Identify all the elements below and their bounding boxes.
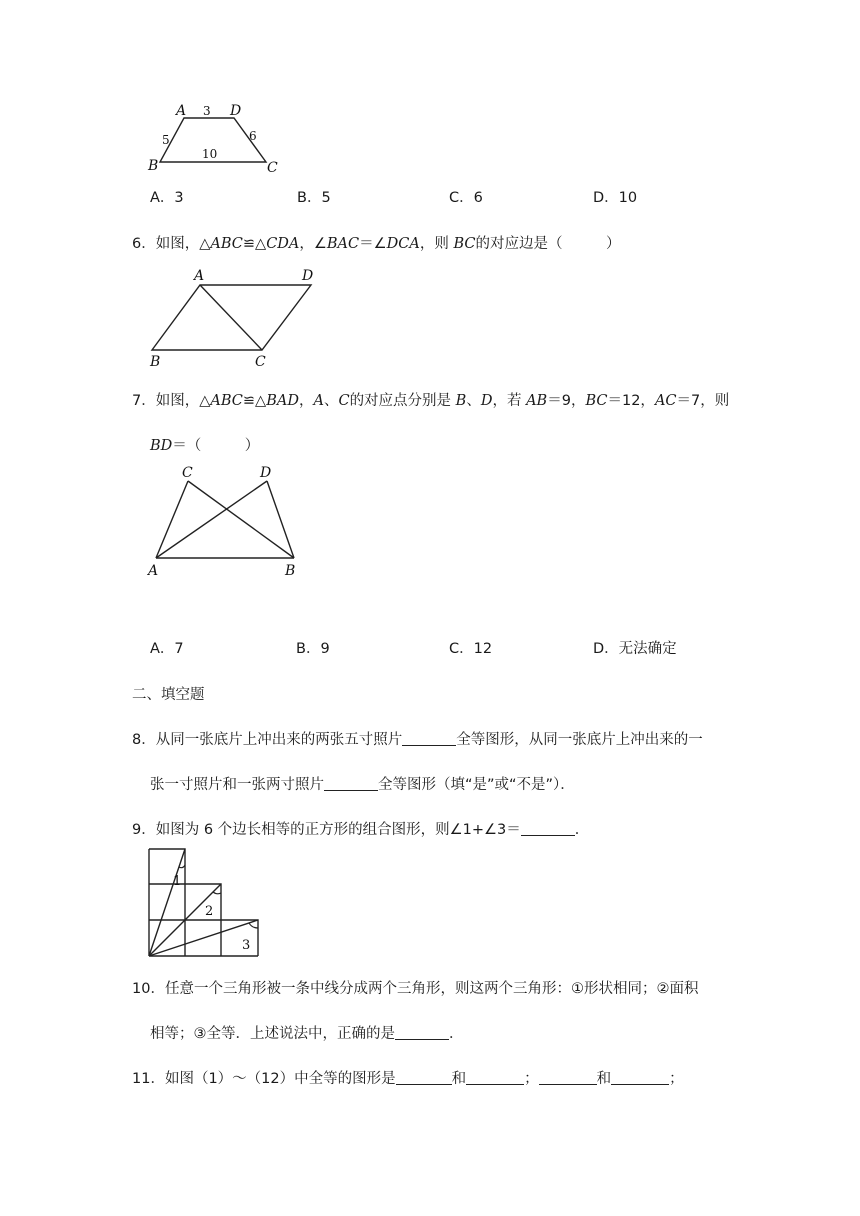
q6-parallelogram-figure: [142, 262, 317, 370]
q9-question: 9．如图为 6 个边长相等的正方形的组合图形，则∠1+∠3＝ ．: [132, 822, 590, 838]
q7-question-line1: 7．如图，△ABC≌△BAD，A、C的对应点分别是 B、D，若 AB＝9，BC＝12，AC＝7，则: [132, 393, 730, 409]
q7-crossed-triangles-figure: [142, 460, 307, 582]
q11-blank-2[interactable]: [466, 1070, 524, 1085]
angle-label-3: 3: [242, 938, 251, 953]
q6-label-D: D: [302, 268, 314, 284]
q6-label-B: B: [150, 354, 161, 370]
q10-line2: 相等；③全等．上述说法中，正确的是 ．: [150, 1026, 464, 1042]
q7-option-b: B．9: [296, 641, 330, 657]
diagonal-1: [149, 849, 185, 956]
q7-option-d: D．无法确定: [593, 641, 677, 657]
q5-option-b: B．5: [297, 190, 331, 206]
q8-blank-1[interactable]: [402, 731, 456, 746]
q8-line1: 8．从同一张底片上冲出来的两张五寸照片 全等图形，从同一张底片上冲出来的一: [132, 732, 703, 748]
q11-blank-4[interactable]: [611, 1070, 669, 1085]
q5-option-d: D．10: [593, 190, 638, 206]
q5-option-c: C．6: [449, 190, 483, 206]
q7-option-a: A．7: [150, 641, 184, 657]
q7-label-A: A: [148, 563, 159, 579]
q11-blank-3[interactable]: [539, 1070, 597, 1085]
q8-line2: 张一寸照片和一张两寸照片 全等图形（填“是”或“不是”）．: [150, 777, 575, 793]
q10-line1: 10．任意一个三角形被一条中线分成两个三角形，则这两个三角形：①形状相同；②面积: [132, 981, 699, 997]
segment-db: [267, 481, 294, 558]
q7-question-line2: BD＝（ ）: [150, 438, 260, 454]
q8-blank-2[interactable]: [324, 776, 378, 791]
q7-option-c: C．12: [449, 641, 493, 657]
q5-label-C: C: [267, 160, 278, 176]
q5-label-B: B: [148, 158, 159, 174]
q9-squares-figure: [145, 845, 265, 960]
q5-label-D: D: [230, 103, 242, 119]
q9-blank[interactable]: [521, 821, 575, 836]
q6-label-C: C: [255, 354, 266, 370]
section-heading: 二、填空题: [132, 687, 205, 703]
q6-question: 6．如图，△ABC≌△CDA，∠BAC＝∠DCA，则 BC的对应边是（ ）: [132, 236, 621, 252]
q7-label-D: D: [260, 465, 272, 481]
q5-option-a: A．3: [150, 190, 184, 206]
angle-label-1: 1: [173, 874, 182, 889]
q5-length-ab: 5: [162, 133, 170, 147]
diagonal-ac: [200, 285, 262, 350]
angle-arc-2: [213, 892, 221, 894]
q10-blank[interactable]: [395, 1025, 449, 1040]
q5-trapezoid-figure: [140, 100, 290, 178]
q7-label-B: B: [285, 563, 296, 579]
angle-label-2: 2: [205, 904, 214, 919]
angle-arc-3: [249, 923, 258, 928]
q5-length-bc: 10: [202, 147, 218, 161]
q5-length-dc: 6: [249, 129, 257, 143]
q6-label-A: A: [194, 268, 205, 284]
q5-label-A: A: [176, 103, 187, 119]
q11-blank-1[interactable]: [396, 1070, 452, 1085]
q11-question: 11．如图（1）～（12）中全等的图形是 和 ； 和 ；: [132, 1071, 684, 1087]
segment-cb: [188, 481, 294, 558]
q5-length-ad: 3: [203, 104, 211, 118]
q7-label-C: C: [182, 465, 193, 481]
